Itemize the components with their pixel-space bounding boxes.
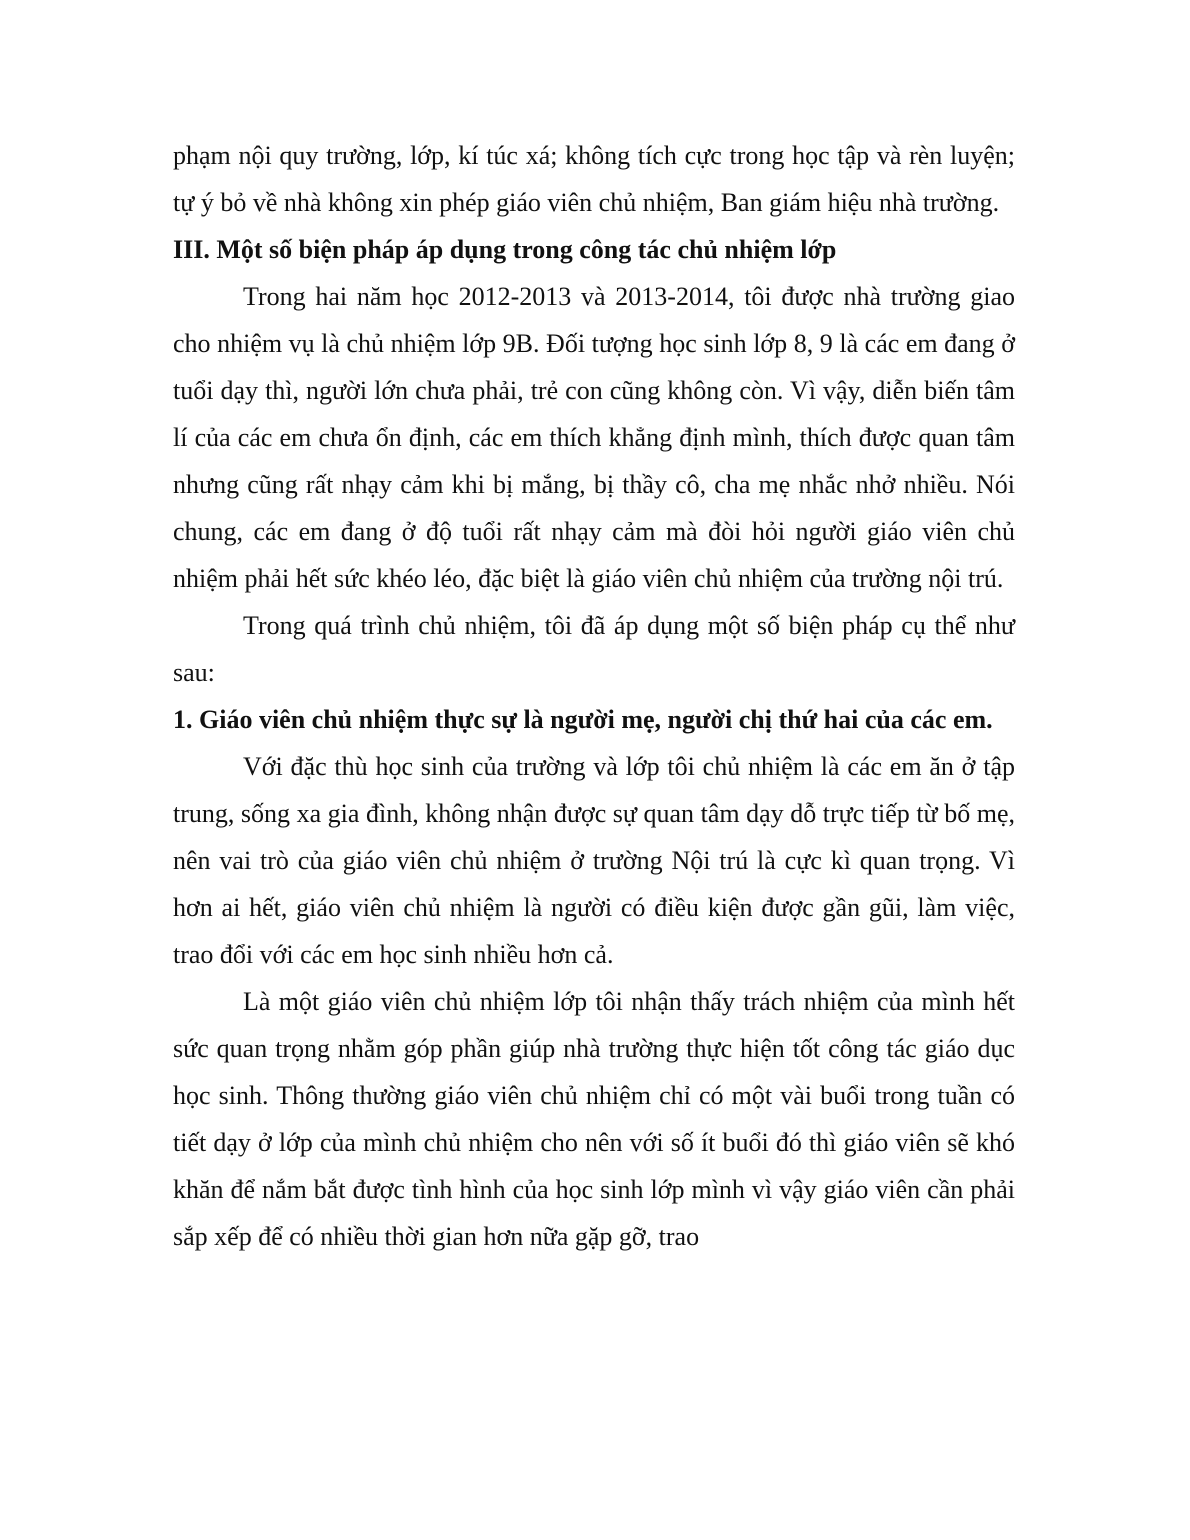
paragraph-role: Với đặc thù học sinh của trường và lớp tôi chủ nhiệm là các em ăn ở tập trung, sống xa gia đình, không nhận được sự quan tâm dạy dỗ trực tiếp từ bố mẹ, nên vai trò của giáo viên chủ nhiệm ở trường Nội trú là cực kì quan trọng. Vì hơn ai hết, giáo viên chủ nhiệm là người có điều kiện được gần gũi, làm việc, trao đổi với các em học sinh nhiều hơn cả. [173,752,1015,969]
paragraph-measures: Trong quá trình chủ nhiệm, tôi đã áp dụng một số biện pháp cụ thể như sau: [173,611,1015,687]
document-page [173,132,1015,1260]
section-heading-iii: III. Một số biện pháp áp dụng trong công tác chủ nhiệm lớp [173,235,837,264]
subsection-heading-1: 1. Giáo viên chủ nhiệm thực sự là người mẹ, người chị thứ hai của các em. [173,705,993,734]
paragraph-continuation: phạm nội quy trường, lớp, kí túc xá; không tích cực trong học tập và rèn luyện; tự ý bỏ về nhà không xin phép giáo viên chủ nhiệm, Ban giám hiệu nhà trường. [173,141,1015,217]
paragraph-responsibility: Là một giáo viên chủ nhiệm lớp tôi nhận thấy trách nhiệm của mình hết sức quan trọng nhằm góp phần giúp nhà trường thực hiện tốt công tác giáo dục học sinh. Thông thường giáo viên chủ nhiệm chỉ có một vài buổi trong tuần có tiết dạy ở lớp của mình chủ nhiệm cho nên với số ít buổi đó thì giáo viên sẽ khó khăn để nắm bắt được tình hình của học sinh lớp mình vì vậy giáo viên cần phải sắp xếp để có nhiều thời gian hơn nữa gặp gỡ, trao [173,987,1015,1251]
paragraph-intro: Trong hai năm học 2012-2013 và 2013-2014, tôi được nhà trường giao cho nhiệm vụ là chủ nhiệm lớp 9B. Đối tượng học sinh lớp 8, 9 là các em đang ở tuổi dạy thì, người lớn chưa phải, trẻ con cũng không còn. Vì vậy, diễn biến tâm lí của các em chưa ổn định, các em thích khẳng định mình, thích được quan tâm nhưng cũng rất nhạy cảm khi bị mắng, bị thầy cô, cha mẹ nhắc nhở nhiều. Nói chung, các em đang ở độ tuổi rất nhạy cảm mà đòi hỏi người giáo viên chủ nhiệm phải hết sức khéo léo, đặc biệt là giáo viên chủ nhiệm của trường nội trú. [173,282,1015,593]
